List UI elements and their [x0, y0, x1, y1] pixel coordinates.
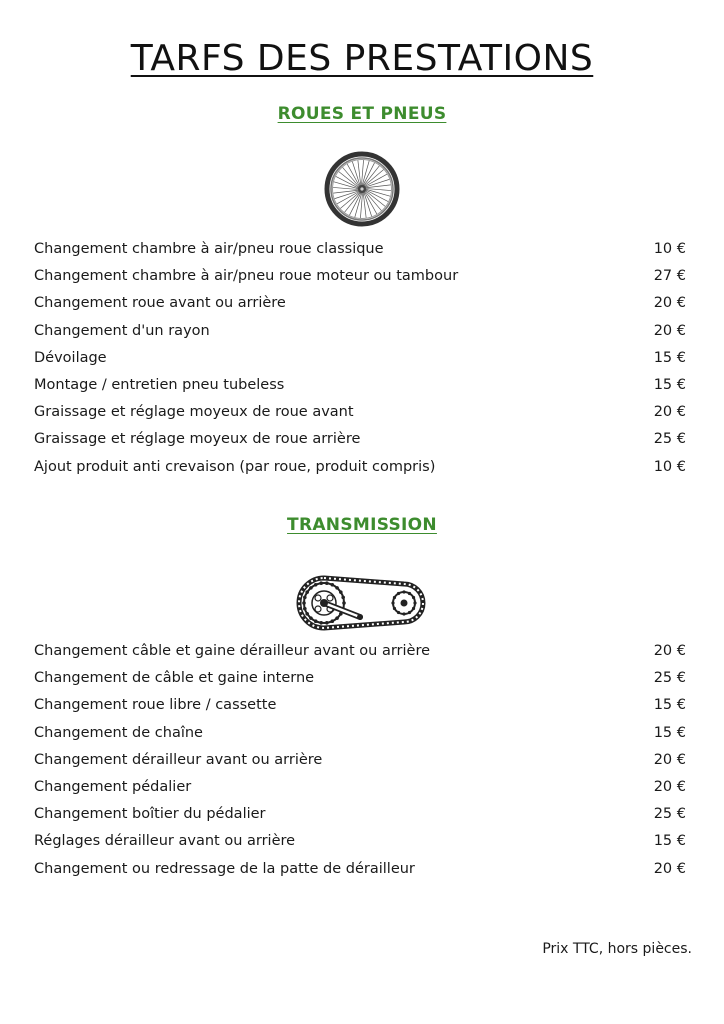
price-row — [34, 750, 690, 777]
price-row — [34, 457, 690, 484]
service-price: 25 € — [653, 806, 686, 823]
service-label: Réglages dérailleur avant ou arrière — [34, 833, 296, 850]
price-row — [34, 266, 690, 293]
price-row — [34, 348, 690, 375]
price-row — [34, 723, 690, 750]
price-row — [34, 293, 690, 320]
bicycle-chain-crankset-icon — [296, 574, 428, 632]
price-list-roues-et-pneus — [34, 239, 690, 484]
price-row — [34, 859, 690, 886]
service-label: Graissage et réglage moyeux de roue arrière — [34, 431, 361, 448]
price-list-transmission — [34, 641, 690, 886]
service-label: Changement dérailleur avant ou arrière — [34, 751, 323, 768]
section-heading-roues-et-pneus: ROUES ET PNEUS — [277, 104, 447, 124]
service-label: Changement pédalier — [34, 778, 192, 795]
price-row — [34, 321, 690, 348]
service-price: 25 € — [653, 431, 686, 448]
page-title: TARFS DES PRESTATIONS — [130, 38, 594, 79]
service-label: Changement câble et gaine dérailleur avant ou arrière — [34, 643, 431, 659]
service-label: Changement de câble et gaine interne — [34, 670, 315, 687]
price-row — [34, 239, 690, 266]
service-price: 15 € — [653, 724, 686, 741]
price-row — [34, 777, 690, 804]
service-label: Changement chambre à air/pneu roue moteur ou tambour — [34, 268, 459, 285]
service-label: Graissage et réglage moyeux de roue avant — [34, 404, 354, 421]
service-label: Montage / entretien pneu tubeless — [34, 376, 285, 393]
service-price: 15 € — [653, 349, 686, 366]
service-price: 10 € — [653, 458, 686, 475]
price-row — [34, 695, 690, 722]
service-label: Dévoilage — [34, 349, 107, 366]
service-price: 20 € — [653, 404, 686, 421]
service-label: Changement ou redressage de la patte de dérailleur — [34, 860, 415, 877]
service-label: Changement roue libre / cassette — [34, 697, 277, 714]
service-label: Changement chambre à air/pneu roue classique — [34, 241, 384, 257]
service-price: 15 € — [653, 697, 686, 714]
footer-note: Prix TTC, hors pièces. — [542, 941, 692, 957]
price-row — [34, 831, 690, 858]
price-row — [34, 429, 690, 456]
service-price: 20 € — [653, 295, 686, 312]
price-row — [34, 402, 690, 429]
service-price: 27 € — [653, 268, 686, 285]
price-row — [34, 804, 690, 831]
service-price: 15 € — [653, 376, 686, 393]
price-row — [34, 641, 690, 668]
bicycle-wheel-icon — [324, 151, 400, 227]
service-label: Changement d'un rayon — [34, 322, 210, 339]
section-heading-transmission: TRANSMISSION — [287, 515, 437, 535]
service-price: 20 € — [653, 778, 686, 795]
service-label: Ajout produit anti crevaison (par roue, produit compris) — [34, 458, 436, 475]
price-row — [34, 668, 690, 695]
service-price: 15 € — [653, 833, 686, 850]
service-label: Changement de chaîne — [34, 724, 203, 741]
service-price: 10 € — [653, 241, 686, 257]
service-label: Changement boîtier du pédalier — [34, 806, 266, 823]
service-label: Changement roue avant ou arrière — [34, 295, 286, 312]
service-price: 20 € — [653, 643, 686, 659]
price-row — [34, 375, 690, 402]
service-price: 20 € — [653, 322, 686, 339]
service-price: 25 € — [653, 670, 686, 687]
service-price: 20 € — [653, 751, 686, 768]
service-price: 20 € — [653, 860, 686, 877]
